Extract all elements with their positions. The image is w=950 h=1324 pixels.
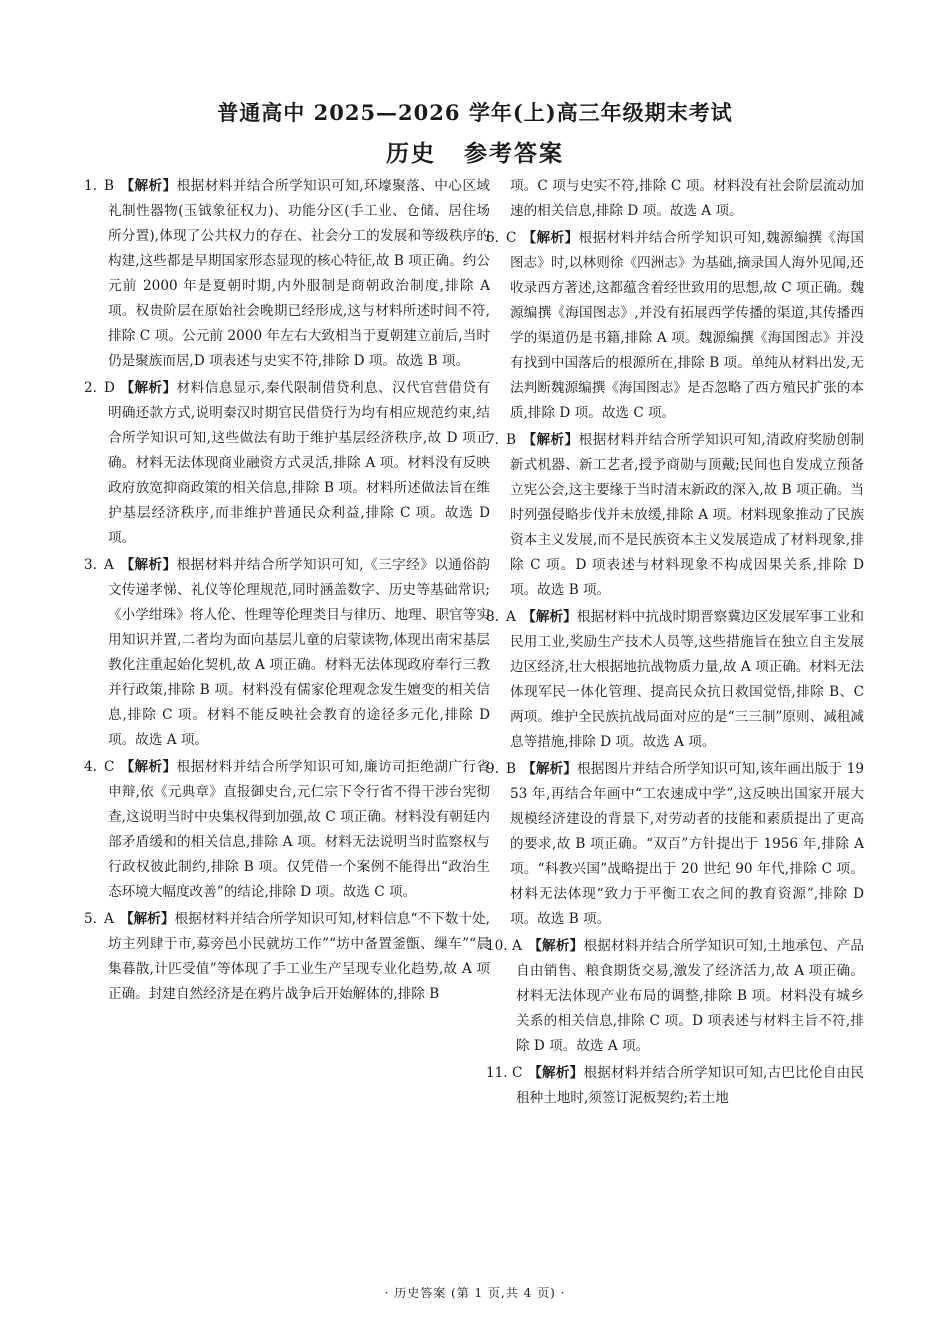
answer-item: 11. C 【解析】根据材料并结合所学知识可知,古巴比伦自由民租种土地时,须签订泥板契约;若土地 xyxy=(486,1065,865,1106)
answer-item: 8. A 【解析】根据材料中抗战时期晋察冀边区发展军事工业和民用工业,奖励生产技术人员等,这些措施旨在独立自主发展边区经济,壮大根据地抗战物质力量,故 A 项正确。材料无法体现军民一体化管理、提高民众抗日救国觉悟,排除 B、C 两项。维护全民族抗战局面对应的是“三三制”原则、减租减息等措施,排除 D 项。故选 A 项。 xyxy=(486,609,865,750)
page-footer: · 历史答案 (第 1 页,共 4 页) · xyxy=(384,1286,566,1300)
right-column xyxy=(486,174,864,1113)
answer-item: 6. C 【解析】根据材料并结合所学知识可知,魏源编撰《海国图志》时,以林则徐《四洲志》为基础,摘录国人海外见闻,还收录西方著述,这都蕴含着经世致用的思想,故 C 项正确。魏源编撰《海国图志》,并没有拓展西学传播的渠道,其传播西学的渠道仍是书籍,排除 A 项。魏源编撰《海国图志》并没有找到中国落后的根源所在,排除 B 项。单纯从材料出发,无法判断魏源编撰《海国图志》是否忽略了西方殖民扩张的本质,排除 D 项。故选 C 项。 xyxy=(486,230,865,421)
answer-item: 7. B 【解析】根据材料并结合所学知识可知,清政府奖励创制新式机器、新工艺者,授予商勋与顶戴;民间也自发成立预备立宪公会,这主要缘于当时清末新政的深入,故 B 项正确。当时列强侵略步伐并未放缓,排除 A 项。材料现象推动了民族资本主义发展,而不是民族资本主义发展造成了材料现象,排除 C 项。D 项表述与材料现象不构成因果关系,排除 D 项。故选 B 项。 xyxy=(486,432,865,598)
page-subtitle xyxy=(0,138,950,170)
subject-label: 历史 xyxy=(386,140,436,167)
left-column xyxy=(84,174,490,1009)
answer-item-continued: 项。C 项与史实不符,排除 C 项。材料没有社会阶层流动加速的相关信息,排除 D 项。故选 A 项。 xyxy=(510,178,864,219)
answer-item: 2. D 【解析】材料信息显示,秦代限制借贷利息、汉代官营借贷有明确还款方式,说明秦汉时期官民借贷行为均有相应规范约束,结合所学知识可知,这些做法有助于维护基层经济秩序,故 D 项正确。材料无法体现商业融资方式灵活,排除 A 项。材料没有反映政府放宽抑商政策的相关信息,排除 B 项。材料所述做法旨在维护基层经济秩序,而非维护普通民众利益,排除 C 项。故选 D 项。 xyxy=(84,380,490,546)
answer-item: 1. B 【解析】根据材料并结合所学知识可知,环壕聚落、中心区域礼制性器物(玉钺象征权力)、功能分区(手工业、仓储、居住场所分置),体现了公共权力的存在、社会分工的发展和等级秩序的构建,这些都是早期国家形态显现的核心特征,故 B 项正确。约公元前 2000 年是夏朝时期,内外服制是商朝政治制度,排除 A 项。权贵阶层在原始社会晚期已经形成,这与材料所述时间不符,排除 C 项。公元前 2000 年左右大致相当于夏朝建立前后,当时仍是聚族而居,D 项表述与史实不符,排除 D 项。故选 B 项。 xyxy=(84,178,490,369)
answer-item: 9. B 【解析】根据图片并结合所学知识可知,该年画出版于 1953 年,再结合年画中“工农速成中学”,这反映出国家开展大规模经济建设的背景下,对劳动者的技能和素质提出了更高的要求,故 B 项正确。“双百”方针提出于 1956 年,排除 A 项。“科教兴国”战略提出于 20 世纪 90 年代,排除 C 项。材料无法体现“致力于平衡工农之间的教育资源”,排除 D 项。故选 B 项。 xyxy=(486,761,864,927)
answer-item: 10. A 【解析】根据材料并结合所学知识可知,土地承包、产品自由销售、粮食期货交易,激发了经济活力,故 A 项正确。材料无法体现产业布局的调整,排除 B 项。材料没有城乡关系的相关信息,排除 C 项。D 项表述与材料主旨不符,排除 D 项。故选 A 项。 xyxy=(486,938,865,1054)
answer-item: 4. C 【解析】根据材料并结合所学知识可知,廉访司拒绝湖广行省申辩,依《元典章》直报御史台,元仁宗下令行省不得干涉台宪彻查,这说明当时中央集权得到加强,故 C 项正确。材料没有朝廷内部矛盾缓和的相关信息,排除 A 项。材料无法说明当时监察权与行政权彼此制约,排除 B 项。仅凭借一个案例不能得出“政治生态环境大幅度改善”的结论,排除 D 项。故选 C 项。 xyxy=(84,759,490,900)
page-title: 普通高中 2025—2026 学年(上)高三年级期末考试 xyxy=(217,100,733,125)
answer-item: 5. A 【解析】根据材料并结合所学知识可知,材料信息“不下数十处,坊主列肆于市,募旁邑小民就坊工作”“坊中备置釜甑、缫车”“晨集暮散,计匹受值”等体现了手工业生产呈现专业化趋势,故 A 项正确。封建自然经济是在鸦片战争后开始解体的,排除 B xyxy=(84,911,491,1002)
answer-key-label: 参考答案 xyxy=(464,140,564,167)
answer-item: 3. A 【解析】根据材料并结合所学知识可知,《三字经》以通俗韵文传递孝悌、礼仪等伦理规范,同时涵盖数字、历史等基础常识;《小学绀珠》将人伦、性理等伦理类目与律历、地理、职官等实用知识并置,二者均为面向基层儿童的启蒙读物,体现出南宋基层教化注重起始化契机,故 A 项正确。材料无法体现政府奉行三教并行政策,排除 B 项。材料没有儒家伦理观念发生嬗变的相关信息,排除 C 项。材料不能反映社会教育的途径多元化,排除 D 项。故选 A 项。 xyxy=(84,557,490,748)
